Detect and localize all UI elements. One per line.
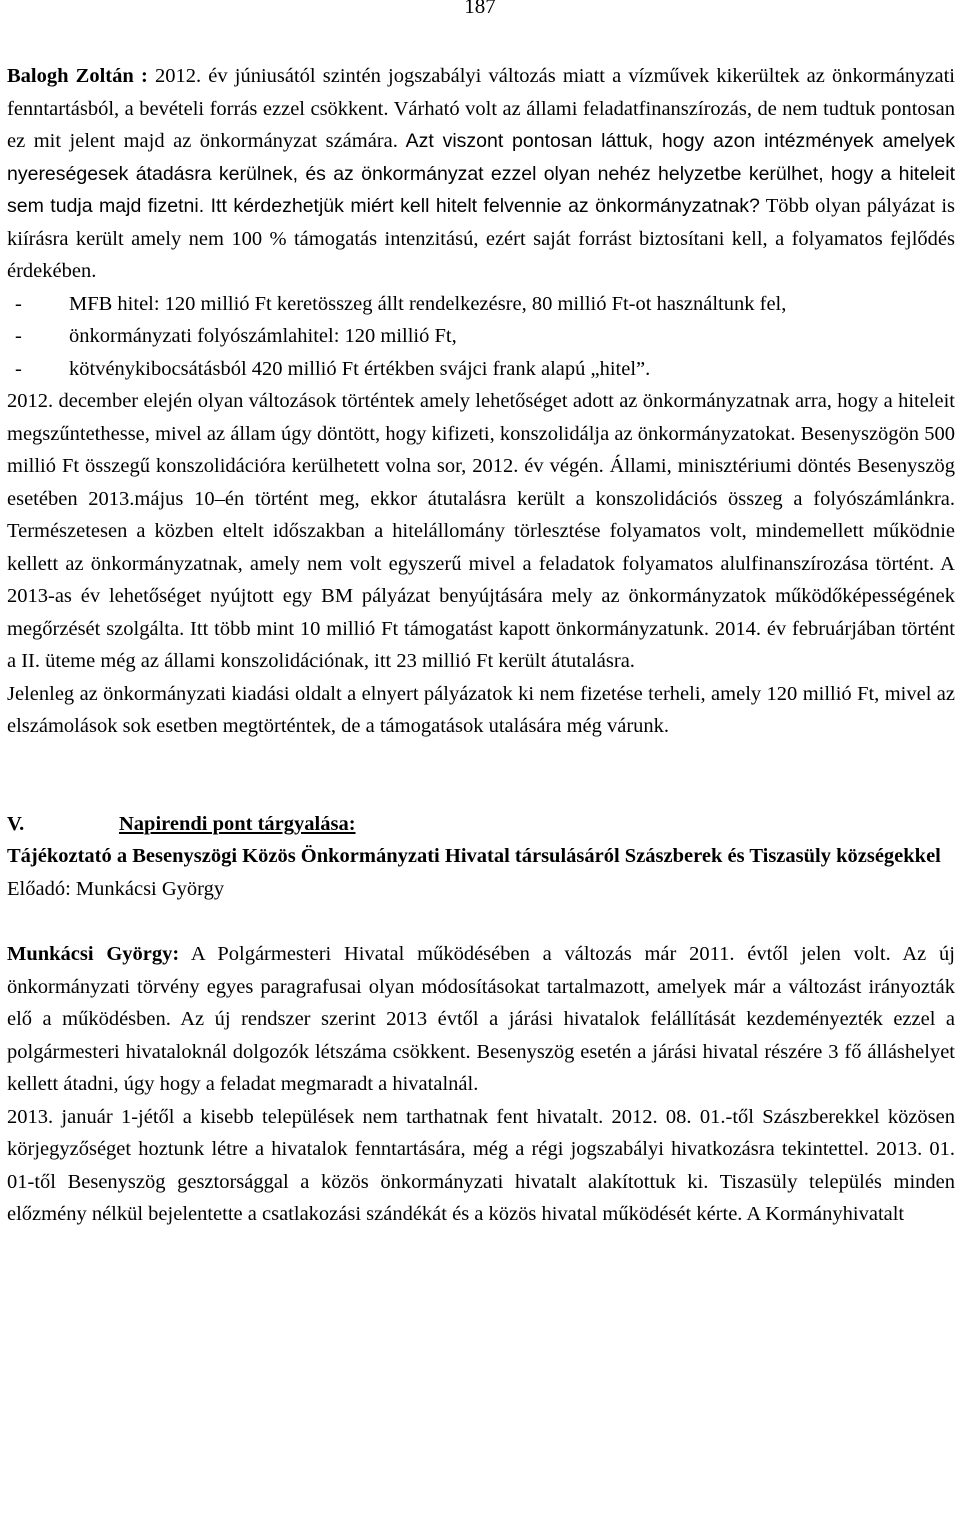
loan-list	[7, 288, 955, 386]
list-item	[7, 288, 955, 321]
spacer	[7, 743, 955, 808]
dash-bullet: -	[15, 357, 22, 380]
list-item-text: önkormányzati folyószámlahitel: 120 millió Ft,	[69, 325, 457, 347]
speaker-name: Balogh Zoltán :	[7, 65, 148, 87]
page-number: 187	[464, 0, 496, 18]
dash-bullet: -	[15, 292, 22, 315]
dash-bullet: -	[15, 325, 22, 347]
section-heading	[7, 808, 955, 841]
paragraph-current-status: Jelenleg az önkormányzati kiadási oldalt a elnyert pályázatok ki nem fizetése terheli, amely 120 millió Ft, mivel az elszámolások sok esetben megtörténtek, de a támogatások utalására még várunk.	[7, 682, 955, 737]
list-item-text: MFB hitel: 120 millió Ft keretösszeg állt rendelkezésre, 80 millió Ft-ot használtunk fel,	[69, 292, 787, 315]
presenter: Előadó: Munkácsi György	[7, 877, 225, 900]
list-item	[7, 353, 955, 386]
speaker-name: Munkácsi György:	[7, 943, 180, 965]
list-item-text: kötvénykibocsátásból 420 millió Ft értékben svájci frank alapú „hitel”.	[69, 357, 651, 380]
paragraph-text: 2012. év júniusától szintén jogszabályi változás miatt a vízművek kikerültek az önkormányzati fenntartásból, a bevételi forrás ezzel csökkent. Várható volt az állami feladatfinanszírozás, de nem tudtuk pontosan ez mit jelent majd az önkormányzat számára.	[7, 65, 956, 152]
paragraph-text: Több olyan pályázat is kiírásra került amely nem 100 % támogatás intenzitású, ezért saját forrást biztosítani kell, a folyamatos fejlődés érdekében.	[7, 195, 956, 282]
section-number: V.	[7, 812, 25, 835]
paragraph-munkacsi	[7, 938, 955, 1101]
paragraph-office-history: 2013. január 1-jétől a kisebb települések nem tarthatnak fent hivatalt. 2012. 08. 01.-től Szászberekkel közösen körjegyzőséget hoztunk létre a hivatalok fenntartására, még a régi jogszabályi hivatkozásra tekintettel. 2013. 01. 01-től Besenyszög gesztorsággal a közös önkormányzati hivatalt alakítottuk ki. Tiszasüly település minden előzmény nélkül bejelentette a csatlakozási szándékát és a közös hivatal működését kérte. A Kormányhivatalt	[7, 1105, 955, 1225]
spacer	[7, 905, 955, 938]
paragraph-balogh	[7, 60, 955, 288]
section-subtitle: Tájékoztató a Besenyszögi Közös Önkormányzati Hivatal társulásáról Szászberek és Tiszasüly községekkel	[7, 845, 941, 867]
document-body	[7, 60, 955, 1231]
paragraph-text-sans: Azt viszont pontosan láttuk, hogy azon intézmények amelyek nyereségesek átadásra kerülnek, és az önkormányzat ezzel olyan nehéz helyzetbe kerülhet, hogy a hiteleit sem tudja majd fizetni. Itt kérdezhetjük miért kell hitelt felvennie az önkormányzatnak?	[7, 130, 955, 217]
list-item	[7, 320, 955, 353]
paragraph-consolidation: 2012. december elején olyan változások történtek amely lehetőséget adott az önkormányzatnak arra, hogy a hiteleit megszűntethesse, mivel az állam úgy döntött, hogy kifizeti, konszolidálja az önkormányzatokat. Besenyszögön 500 millió Ft összegű konszolidációra kerülhetett volna sor, 2012. év végén. Állami, minisztériumi döntés Besenyszög esetében 2013.május 10–én történt meg, ekkor átutalásra került a konszolidációs összeg a folyószámlánkra. Természetesen a közben eltelt időszakban a hitelállomány törlesztése folyamatos volt, mindemellett működnie kellett az önkormányzatnak, amely nem volt egyszerű mivel a feladatok folyamatos alulfinanszírozása történt. A 2013-as év lehetőséget nyújtott egy BM pályázat benyújtására mely az önkormányzatok működőképességének megőrzését szolgálta. Itt több mint 10 millió Ft támogatást kapott önkormányzatunk. 2014. év februárjában történt a II. üteme még az állami konszolidációnak, itt 23 millió Ft került átutalásra.	[7, 390, 955, 672]
paragraph-text: A Polgármesteri Hivatal működésében a változás már 2011. évtől jelen volt. Az új önkormányzati törvény egyes paragrafusai olyan módosításokat tartalmazott, amelyek már a változást irányozták elő a működésben. Az új rendszer szerint 2013 évtől a járási hivatalok felállítását kezdeményezték ezzel a polgármesteri hivataloknál dolgozók létszáma csökkent. Besenyszög esetén a járási hivatal részére 3 fő álláshelyet kellett átadni, úgy hogy a feladat megmaradt a hivatalnál.	[7, 943, 955, 1095]
section-title: Napirendi pont tárgyalása:	[119, 812, 356, 835]
